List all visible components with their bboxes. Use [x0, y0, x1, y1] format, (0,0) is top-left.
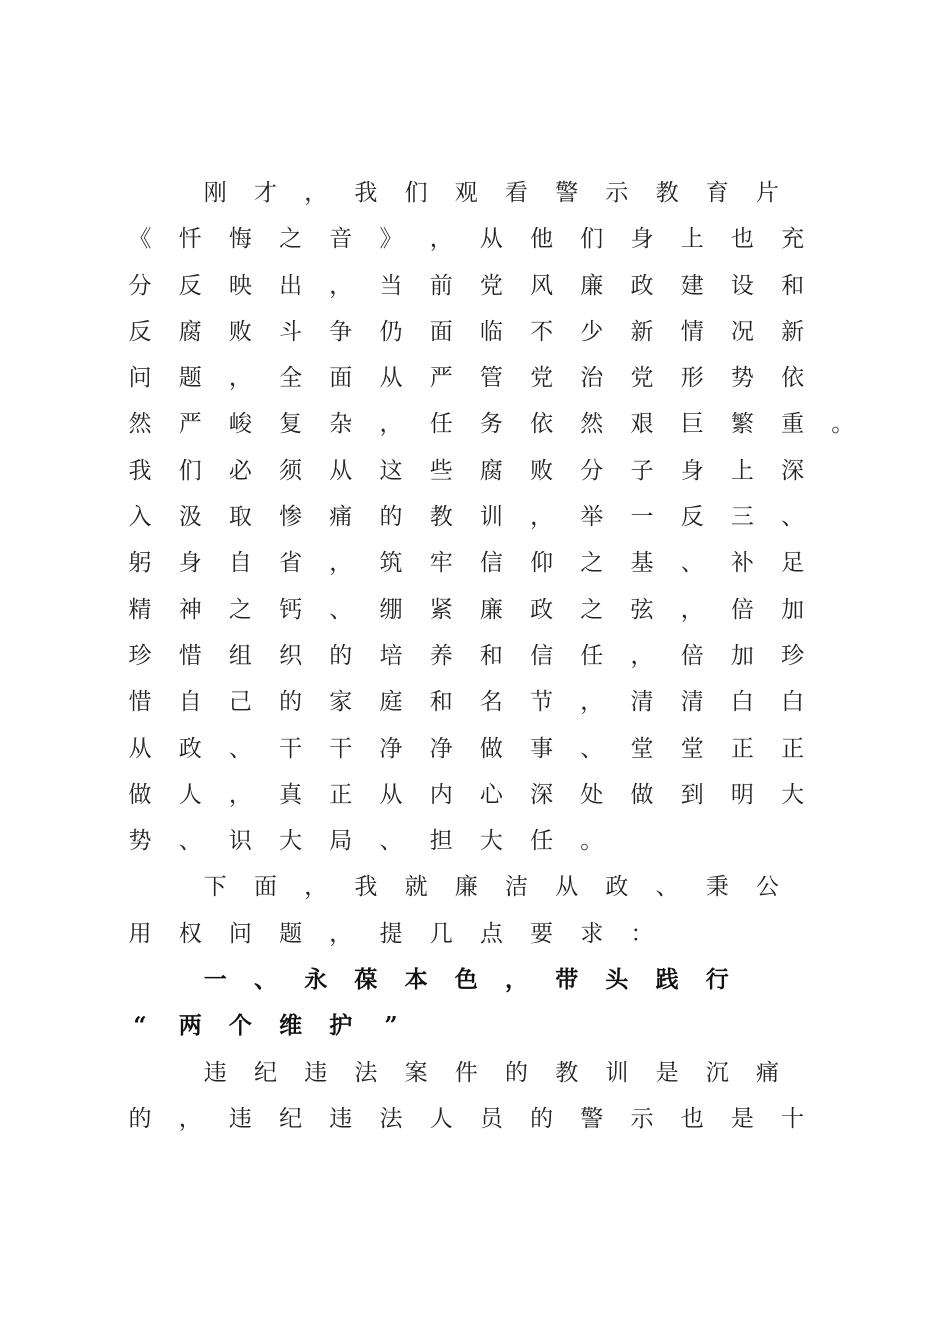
section-heading-line [115, 957, 815, 1003]
glyph: 问 [128, 365, 152, 392]
glyph: 的 [329, 642, 353, 669]
glyph: ， [530, 504, 554, 531]
glyph: 。 [580, 828, 604, 855]
glyph: 是 [730, 1105, 754, 1132]
glyph: 、 [178, 828, 202, 855]
glyph: 清 [630, 689, 654, 716]
glyph: ， [630, 642, 654, 669]
glyph: ， [304, 180, 328, 206]
glyph: 斗 [279, 318, 303, 345]
glyph: 的 [379, 504, 403, 531]
glyph: 的 [530, 1105, 554, 1132]
glyph: 们 [580, 226, 604, 253]
glyph: 从 [379, 365, 403, 392]
glyph: 少 [580, 318, 604, 345]
glyph: 沉 [705, 1059, 729, 1086]
glyph: 况 [730, 318, 754, 345]
glyph: ， [228, 781, 252, 808]
paragraph-line [115, 448, 815, 494]
glyph: 管 [479, 365, 503, 392]
glyph: 面 [329, 365, 353, 392]
glyph: 痛 [329, 504, 353, 531]
glyph: 是 [655, 1059, 679, 1086]
glyph: 堂 [630, 735, 654, 762]
glyph: 庭 [379, 689, 403, 716]
glyph: 求 [580, 920, 604, 947]
glyph: 忏 [178, 226, 202, 253]
glyph: 然 [580, 411, 604, 438]
paragraph-line [115, 1096, 815, 1142]
glyph: 政 [605, 874, 629, 901]
glyph: 出 [279, 272, 303, 299]
glyph: ， [680, 596, 704, 623]
glyph: 新 [781, 318, 805, 345]
glyph: 人 [178, 781, 202, 808]
glyph: 的 [279, 689, 303, 716]
glyph: 看 [505, 180, 528, 206]
glyph: 永 [304, 966, 328, 994]
glyph: 带 [555, 966, 579, 994]
glyph: 正 [730, 735, 754, 762]
paragraph-line [115, 355, 815, 401]
glyph: 汲 [178, 504, 202, 531]
glyph: 倍 [680, 642, 704, 669]
glyph: 党 [479, 272, 503, 299]
glyph: 示 [605, 180, 629, 206]
glyph: 点 [479, 920, 503, 947]
glyph: 养 [429, 642, 453, 669]
glyph: 和 [429, 689, 453, 716]
glyph: 情 [680, 318, 704, 345]
paragraph-line [115, 170, 815, 216]
glyph: 倍 [730, 596, 754, 623]
glyph: 训 [605, 1059, 629, 1086]
glyph: 警 [555, 180, 579, 206]
glyph: 重 [781, 411, 805, 438]
glyph: 身 [680, 457, 704, 484]
glyph: 内 [429, 781, 453, 808]
glyph: 当 [379, 272, 403, 299]
paragraph-line [115, 309, 815, 355]
glyph: 们 [404, 180, 428, 206]
glyph: 事 [530, 735, 554, 762]
glyph: ， [178, 1105, 202, 1132]
paragraph-line [115, 911, 815, 957]
glyph: 色 [454, 966, 478, 994]
glyph: 杂 [329, 411, 353, 438]
glyph: 从 [329, 457, 353, 484]
glyph: 做 [128, 781, 152, 808]
glyph: 题 [178, 365, 202, 392]
glyph: 到 [680, 781, 704, 808]
glyph: 治 [580, 365, 604, 392]
glyph: 件 [454, 1059, 478, 1086]
glyph: 仰 [530, 550, 554, 577]
glyph: 洁 [505, 874, 528, 901]
glyph: 也 [680, 1105, 704, 1132]
glyph: 干 [329, 735, 353, 762]
glyph: 信 [530, 642, 554, 669]
glyph: 提 [379, 920, 403, 947]
glyph: 充 [781, 226, 805, 253]
glyph: 教 [555, 1059, 579, 1086]
glyph: 这 [379, 457, 403, 484]
glyph: 几 [429, 920, 453, 947]
glyph: 干 [279, 735, 303, 762]
glyph: 纪 [279, 1105, 303, 1132]
glyph: 、 [254, 966, 277, 994]
glyph: 深 [530, 781, 554, 808]
glyph: 败 [228, 318, 252, 345]
glyph: 风 [530, 272, 554, 299]
glyph: 不 [530, 318, 554, 345]
glyph: 们 [178, 457, 202, 484]
glyph: 用 [128, 920, 152, 947]
glyph: 识 [228, 828, 252, 855]
glyph: 惨 [279, 504, 303, 531]
glyph: 践 [655, 966, 679, 994]
glyph: 护 [329, 1012, 353, 1040]
glyph: 示 [630, 1105, 654, 1132]
glyph: 正 [329, 781, 353, 808]
glyph: 违 [304, 1059, 328, 1086]
glyph: 上 [730, 457, 754, 484]
glyph: 足 [781, 550, 805, 577]
glyph: ： [630, 920, 654, 947]
paragraph-line [115, 216, 815, 262]
glyph: 惜 [128, 689, 152, 716]
glyph: 的 [505, 1059, 528, 1086]
glyph: 基 [630, 550, 654, 577]
glyph: 行 [705, 966, 729, 994]
glyph: 个 [228, 1012, 252, 1040]
glyph: 势 [128, 828, 152, 855]
glyph: 才 [254, 180, 277, 206]
glyph: 建 [680, 272, 704, 299]
glyph: 之 [580, 550, 604, 577]
glyph: 党 [530, 365, 554, 392]
glyph: 头 [605, 966, 629, 994]
glyph: 违 [329, 1105, 353, 1132]
glyph: 设 [730, 272, 754, 299]
glyph: 刚 [203, 180, 227, 206]
glyph: ， [329, 550, 353, 577]
glyph: 、 [379, 828, 403, 855]
glyph: 他 [530, 226, 554, 253]
glyph: 补 [730, 550, 754, 577]
glyph: 珍 [128, 642, 152, 669]
paragraph-line [115, 679, 815, 725]
glyph: 明 [730, 781, 754, 808]
glyph: 我 [354, 180, 378, 206]
glyph: 临 [479, 318, 503, 345]
glyph: 观 [454, 180, 478, 206]
glyph: 钙 [279, 596, 303, 623]
glyph: 严 [429, 365, 453, 392]
glyph: 一 [203, 966, 227, 994]
glyph: 依 [530, 411, 554, 438]
glyph: 省 [279, 550, 303, 577]
paragraph-line [115, 494, 815, 540]
glyph: 躬 [128, 550, 152, 577]
glyph: 题 [279, 920, 303, 947]
section-heading-line [115, 1003, 815, 1049]
glyph: 处 [580, 781, 604, 808]
glyph: 牢 [429, 550, 453, 577]
glyph: 分 [128, 272, 152, 299]
glyph: 腐 [479, 457, 503, 484]
glyph: 两 [178, 1012, 202, 1040]
glyph: 《 [128, 226, 152, 253]
glyph: 也 [730, 226, 754, 253]
glyph: 我 [128, 457, 152, 484]
glyph: ， [228, 365, 252, 392]
glyph: 的 [128, 1105, 152, 1132]
glyph: 清 [680, 689, 704, 716]
glyph: 政 [530, 596, 554, 623]
glyph: 组 [228, 642, 252, 669]
paragraph-line [115, 726, 815, 772]
glyph: 片 [756, 180, 779, 206]
glyph: 下 [203, 874, 227, 901]
glyph: 案 [404, 1059, 428, 1086]
glyph: 身 [178, 550, 202, 577]
glyph: 腐 [178, 318, 202, 345]
glyph: 要 [530, 920, 554, 947]
glyph: 我 [354, 874, 378, 901]
glyph: 仍 [379, 318, 403, 345]
paragraph-line [115, 633, 815, 679]
glyph: 然 [128, 411, 152, 438]
glyph: 大 [479, 828, 503, 855]
paragraph-line [115, 1050, 815, 1096]
glyph: ， [505, 966, 528, 994]
glyph: ， [329, 920, 353, 947]
glyph: 廉 [454, 874, 478, 901]
glyph: 、 [680, 550, 704, 577]
glyph: 政 [630, 272, 654, 299]
glyph: 节 [530, 689, 554, 716]
glyph: 己 [228, 689, 252, 716]
glyph: 身 [630, 226, 654, 253]
glyph: 从 [128, 735, 152, 762]
glyph: 法 [354, 1059, 378, 1086]
glyph: 、 [655, 874, 679, 901]
glyph: 新 [630, 318, 654, 345]
glyph: 音 [329, 226, 353, 253]
glyph: 违 [228, 1105, 252, 1132]
glyph: 十 [781, 1105, 805, 1132]
glyph: 葆 [354, 966, 378, 994]
glyph: 巨 [680, 411, 704, 438]
glyph: 权 [178, 920, 202, 947]
glyph: ， [580, 689, 604, 716]
glyph: 大 [781, 781, 805, 808]
paragraph-line [115, 540, 815, 586]
glyph: 形 [680, 365, 704, 392]
glyph: 败 [530, 457, 554, 484]
glyph: 之 [580, 596, 604, 623]
glyph: 深 [781, 457, 805, 484]
glyph: “ [133, 1012, 147, 1040]
glyph: 从 [479, 226, 503, 253]
glyph: 任 [530, 828, 554, 855]
glyph: 面 [429, 318, 453, 345]
glyph: ， [304, 874, 328, 901]
glyph: 白 [730, 689, 754, 716]
paragraph-line [115, 818, 815, 864]
glyph: 》 [379, 226, 403, 253]
glyph: 筑 [379, 550, 403, 577]
glyph: 繁 [730, 411, 754, 438]
glyph: 珍 [781, 642, 805, 669]
glyph: 子 [630, 457, 654, 484]
glyph: 争 [329, 318, 353, 345]
glyph: 维 [279, 1012, 303, 1040]
glyph: 加 [730, 642, 754, 669]
glyph: 大 [279, 828, 303, 855]
glyph: 做 [479, 735, 503, 762]
glyph: ” [384, 1012, 398, 1040]
glyph: 人 [429, 1105, 453, 1132]
glyph: 堂 [680, 735, 704, 762]
paragraph-line [115, 864, 815, 910]
glyph: 心 [479, 781, 503, 808]
paragraph-line [115, 587, 815, 633]
glyph: 员 [479, 1105, 503, 1132]
glyph: 就 [404, 874, 428, 901]
glyph: 廉 [580, 272, 604, 299]
paragraph-line [115, 263, 815, 309]
glyph: 势 [730, 365, 754, 392]
glyph: 警 [580, 1105, 604, 1132]
glyph: 廉 [479, 596, 503, 623]
glyph: ， [379, 411, 403, 438]
glyph: 弦 [630, 596, 654, 623]
glyph: 党 [630, 365, 654, 392]
glyph: 家 [329, 689, 353, 716]
glyph: 些 [429, 457, 453, 484]
glyph: 严 [178, 411, 202, 438]
glyph: ， [429, 226, 453, 253]
glyph: 和 [781, 272, 805, 299]
glyph: 白 [781, 689, 805, 716]
glyph: 本 [404, 966, 428, 994]
glyph: 政 [178, 735, 202, 762]
glyph: 从 [555, 874, 579, 901]
glyph: 名 [479, 689, 503, 716]
glyph: 紧 [429, 596, 453, 623]
glyph: 反 [178, 272, 202, 299]
glyph: 训 [479, 504, 503, 531]
glyph: 入 [128, 504, 152, 531]
glyph: 之 [279, 226, 303, 253]
glyph: 织 [279, 642, 303, 669]
glyph: 教 [429, 504, 453, 531]
glyph: 艰 [630, 411, 654, 438]
glyph: 绷 [379, 596, 403, 623]
glyph: 正 [781, 735, 805, 762]
glyph: 局 [329, 828, 353, 855]
glyph: 任 [580, 642, 604, 669]
paragraph-line [115, 772, 815, 818]
glyph: 做 [630, 781, 654, 808]
glyph: 加 [781, 596, 805, 623]
glyph: 前 [429, 272, 453, 299]
glyph: 、 [329, 596, 353, 623]
glyph: ， [329, 272, 353, 299]
glyph: 惜 [178, 642, 202, 669]
body-text [115, 170, 855, 1142]
glyph: 务 [479, 411, 503, 438]
glyph: 纪 [254, 1059, 277, 1086]
glyph: 净 [379, 735, 403, 762]
glyph: 峻 [228, 411, 252, 438]
glyph: 育 [705, 180, 729, 206]
glyph: 法 [379, 1105, 403, 1132]
glyph: 三 [730, 504, 754, 531]
glyph: 神 [178, 596, 202, 623]
glyph: 举 [580, 504, 604, 531]
glyph: 之 [228, 596, 252, 623]
glyph: 自 [228, 550, 252, 577]
glyph: 净 [429, 735, 453, 762]
glyph: 反 [680, 504, 704, 531]
glyph: 公 [756, 874, 779, 901]
glyph: 、 [228, 735, 252, 762]
glyph: 复 [279, 411, 303, 438]
glyph: 痛 [756, 1059, 779, 1086]
glyph: 教 [655, 180, 679, 206]
glyph: 培 [379, 642, 403, 669]
glyph: 分 [580, 457, 604, 484]
glyph: 一 [630, 504, 654, 531]
glyph: 和 [479, 642, 503, 669]
glyph: 秉 [705, 874, 729, 901]
glyph: 反 [128, 318, 152, 345]
glyph: 精 [128, 596, 152, 623]
glyph: 违 [203, 1059, 227, 1086]
glyph: 问 [228, 920, 252, 947]
glyph: 上 [680, 226, 704, 253]
glyph: 真 [279, 781, 303, 808]
glyph: 依 [781, 365, 805, 392]
glyph: 映 [228, 272, 252, 299]
glyph: 任 [429, 411, 453, 438]
glyph: 从 [379, 781, 403, 808]
glyph: 悔 [228, 226, 252, 253]
glyph: 自 [178, 689, 202, 716]
glyph: 、 [580, 735, 604, 762]
glyph: 须 [279, 457, 303, 484]
glyph: 、 [781, 504, 805, 531]
glyph: 取 [228, 504, 252, 531]
glyph: 必 [228, 457, 252, 484]
glyph: 全 [279, 365, 303, 392]
paragraph-line [115, 401, 855, 447]
glyph: 面 [254, 874, 277, 901]
glyph: 。 [831, 411, 855, 438]
glyph: 信 [479, 550, 503, 577]
glyph: 担 [429, 828, 453, 855]
